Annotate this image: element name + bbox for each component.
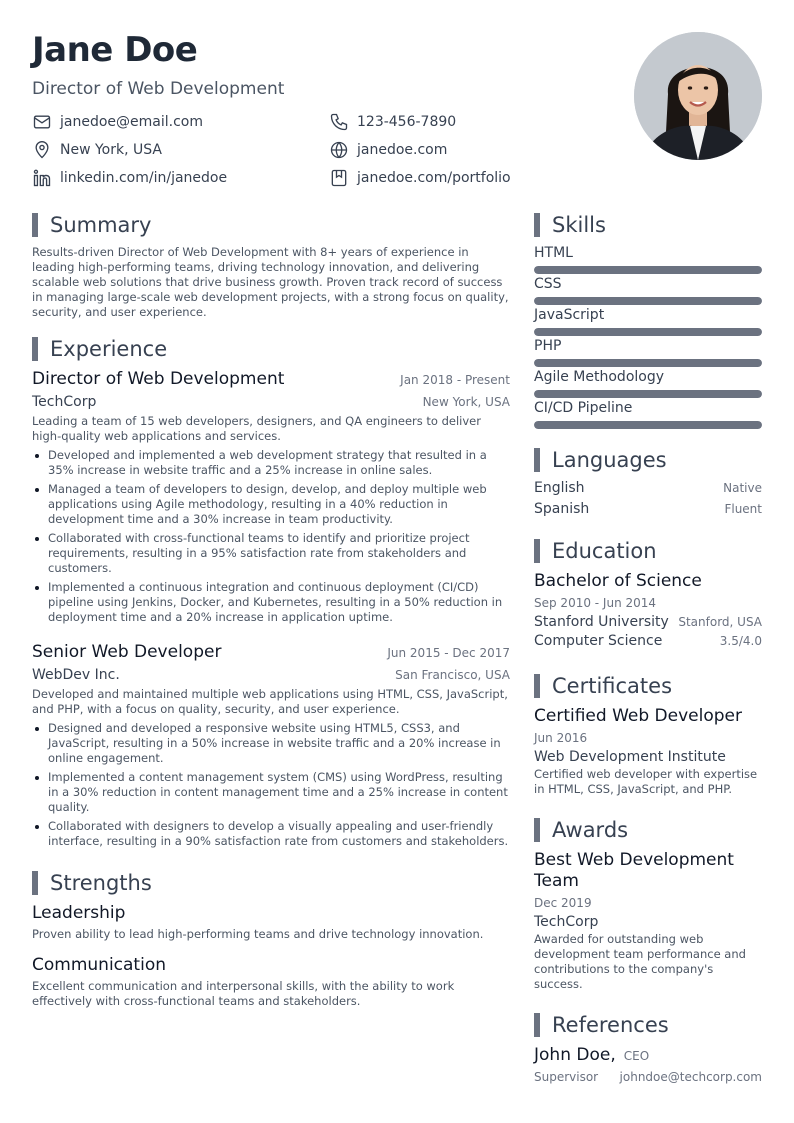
list-item: Managed a team of developers to design, develop, and deploy multiple web applications using Agile methodology, resulting in a 40% reduction in development time and a 30% increase in team productivity.	[32, 482, 510, 527]
job-company: WebDev Inc.	[32, 667, 120, 683]
contact-linkedin-text: linkedin.com/in/janedoe	[60, 170, 228, 186]
award-title: Best Web Development Team	[534, 850, 734, 891]
education-school: Stanford University	[534, 614, 669, 630]
certificate-date: Jun 2016	[534, 731, 588, 745]
skills-list	[534, 245, 762, 431]
reference-email[interactable]: johndoe@techcorp.com	[619, 1070, 762, 1084]
award-entry	[534, 850, 762, 992]
award-text: Awarded for outstanding web development team performance and contributions to the company's success.	[534, 932, 746, 991]
strength-item	[32, 903, 510, 942]
job-title: Director of Web Development	[32, 369, 285, 389]
skill-item	[534, 400, 762, 431]
job-bullets	[32, 721, 510, 849]
education-degree: Bachelor of Science	[534, 571, 702, 591]
language-name: Spanish	[534, 501, 590, 517]
certificate-title: Certified Web Developer	[534, 706, 742, 726]
list-item: Developed and implemented a web development strategy that resulted in a 35% increase in website traffic and a 25% increase in online sales.	[32, 448, 510, 478]
section-accent-bar	[534, 818, 540, 842]
awards-heading-label: Awards	[552, 818, 629, 842]
reference-role: CEO	[623, 1049, 650, 1063]
strength-title: Communication	[32, 955, 166, 975]
skills-heading-label: Skills	[552, 213, 606, 237]
strengths-heading	[32, 871, 152, 895]
job-title: Senior Web Developer	[32, 642, 222, 662]
reference-entry	[534, 1045, 762, 1084]
skill-bar-fill	[534, 359, 762, 367]
contact-phone[interactable]	[329, 112, 456, 132]
reference-name: John Doe,	[534, 1045, 616, 1065]
education-dates: Sep 2010 - Jun 2014	[534, 596, 657, 610]
skill-bar	[534, 359, 762, 367]
education-heading-label: Education	[552, 539, 657, 563]
strength-title: Leadership	[32, 903, 126, 923]
job-description: Leading a team of 15 web developers, designers, and QA engineers to deliver high-quality web applications and services.	[32, 414, 481, 443]
contact-portfolio-text: janedoe.com/portfolio	[357, 170, 511, 186]
education-heading	[534, 539, 657, 563]
skill-bar	[534, 421, 762, 429]
skill-bar	[534, 328, 762, 336]
job-entry	[32, 642, 510, 853]
globe-icon	[329, 140, 349, 160]
section-accent-bar	[534, 674, 540, 698]
section-accent-bar	[32, 213, 38, 237]
language-item	[534, 480, 762, 501]
certificate-text: Certified web developer with expertise in HTML, CSS, JavaScript, and PHP.	[534, 767, 758, 796]
contact-website[interactable]	[329, 140, 447, 160]
strength-text: Excellent communication and interpersonal skills, with the ability to work effectively with cross-functional teams and stakeholders.	[32, 979, 455, 1008]
education-entry	[534, 571, 762, 649]
profile-photo	[634, 32, 762, 160]
language-item	[534, 501, 762, 522]
skill-bar-fill	[534, 297, 762, 305]
list-item: Designed and developed a responsive website using HTML5, CSS3, and JavaScript, resulting in a 50% increase in website traffic and a 20% increase in online engagement.	[32, 721, 510, 766]
section-accent-bar	[534, 1013, 540, 1037]
contact-email[interactable]	[32, 112, 203, 132]
strengths-heading-label: Strengths	[50, 871, 152, 895]
certificates-heading-label: Certificates	[552, 674, 673, 698]
candidate-title: Director of Web Development	[32, 79, 285, 99]
linkedin-icon	[32, 168, 52, 188]
skill-name: PHP	[534, 338, 562, 354]
skill-name: CSS	[534, 276, 562, 292]
language-level: Fluent	[724, 502, 762, 516]
certificate-entry	[534, 706, 762, 797]
references-heading-label: References	[552, 1013, 669, 1037]
section-accent-bar	[32, 337, 38, 361]
strength-item	[32, 955, 510, 1009]
skill-name: Agile Methodology	[534, 369, 665, 385]
skill-bar	[534, 297, 762, 305]
languages-heading	[534, 448, 667, 472]
summary-heading	[32, 213, 151, 237]
references-heading	[534, 1013, 669, 1037]
experience-heading	[32, 337, 167, 361]
candidate-name: Jane Doe	[32, 30, 198, 70]
skill-name: JavaScript	[534, 307, 605, 323]
job-location: New York, USA	[422, 395, 510, 409]
job-company: TechCorp	[32, 394, 97, 410]
certificates-heading	[534, 674, 672, 698]
award-date: Dec 2019	[534, 896, 592, 910]
contact-linkedin[interactable]	[32, 168, 227, 188]
skills-heading	[534, 213, 606, 237]
contact-location-text: New York, USA	[60, 142, 162, 158]
contact-info	[32, 112, 552, 196]
section-accent-bar	[534, 448, 540, 472]
skill-item	[534, 245, 762, 276]
education-location: Stanford, USA	[678, 615, 762, 629]
contact-location	[32, 140, 162, 160]
skill-item	[534, 338, 762, 369]
skill-bar-fill	[534, 266, 762, 274]
languages-list	[534, 480, 762, 522]
contact-website-text: janedoe.com	[357, 142, 448, 158]
job-description: Developed and maintained multiple web applications using HTML, CSS, JavaScript, and PHP, with a focus on quality, security, and user experience.	[32, 687, 508, 716]
contact-phone-text: 123-456-7890	[357, 114, 457, 130]
skill-bar	[534, 266, 762, 274]
contact-portfolio[interactable]	[329, 168, 511, 188]
mail-icon	[32, 112, 52, 132]
skill-bar-fill	[534, 328, 762, 336]
education-gpa: 3.5/4.0	[719, 634, 762, 648]
education-field: Computer Science	[534, 633, 663, 649]
skill-item	[534, 369, 762, 400]
list-item: Implemented a continuous integration and continuous deployment (CI/CD) pipeline using Jenkins, Docker, and Kubernetes, resulting in a 50% reduction in deployment time and a 20% increase in application uptime.	[32, 580, 510, 625]
summary-text: Results-driven Director of Web Development with 8+ years of experience in leading high-performing teams, driving technology innovation, and delivering scalable web solutions that drive business growth. Proven track record of success in managing large-scale web development projects, with a strong focus on quality, security, and user experience.	[32, 245, 509, 319]
section-accent-bar	[534, 539, 540, 563]
certificate-issuer: Web Development Institute	[534, 749, 726, 765]
job-bullets	[32, 448, 510, 625]
strength-text: Proven ability to lead high-performing teams and drive technology innovation.	[32, 927, 484, 941]
languages-heading-label: Languages	[552, 448, 667, 472]
skill-name: CI/CD Pipeline	[534, 400, 633, 416]
skill-bar-fill	[534, 421, 762, 429]
reference-relation: Supervisor	[534, 1070, 599, 1084]
skill-item	[534, 276, 762, 307]
phone-icon	[329, 112, 349, 132]
list-item: Collaborated with designers to develop a visually appealing and user-friendly interface, resulting in a 90% satisfaction rate from customers and stakeholders.	[32, 819, 510, 849]
summary-heading-label: Summary	[50, 213, 152, 237]
job-dates: Jun 2015 - Dec 2017	[387, 646, 510, 660]
job-dates: Jan 2018 - Present	[400, 373, 510, 387]
language-name: English	[534, 480, 585, 496]
section-accent-bar	[32, 871, 38, 895]
map-pin-icon	[32, 140, 52, 160]
skill-item	[534, 307, 762, 338]
list-item: Collaborated with cross-functional teams to identify and prioritize project requirements, resulting in a 95% satisfaction rate from stakeholders and customers.	[32, 531, 510, 576]
skill-bar	[534, 390, 762, 398]
job-location: San Francisco, USA	[395, 668, 510, 682]
list-item: Implemented a content management system (CMS) using WordPress, resulting in a 30% reduction in content management time and a 25% increase in content quality.	[32, 770, 510, 815]
section-accent-bar	[534, 213, 540, 237]
award-issuer: TechCorp	[534, 914, 599, 930]
awards-heading	[534, 818, 628, 842]
skill-name: HTML	[534, 245, 573, 261]
experience-heading-label: Experience	[50, 337, 168, 361]
job-entry	[32, 369, 510, 629]
contact-email-text: janedoe@email.com	[60, 114, 203, 130]
skill-bar-fill	[534, 390, 762, 398]
language-level: Native	[723, 481, 762, 495]
bookmark-icon	[329, 168, 349, 188]
